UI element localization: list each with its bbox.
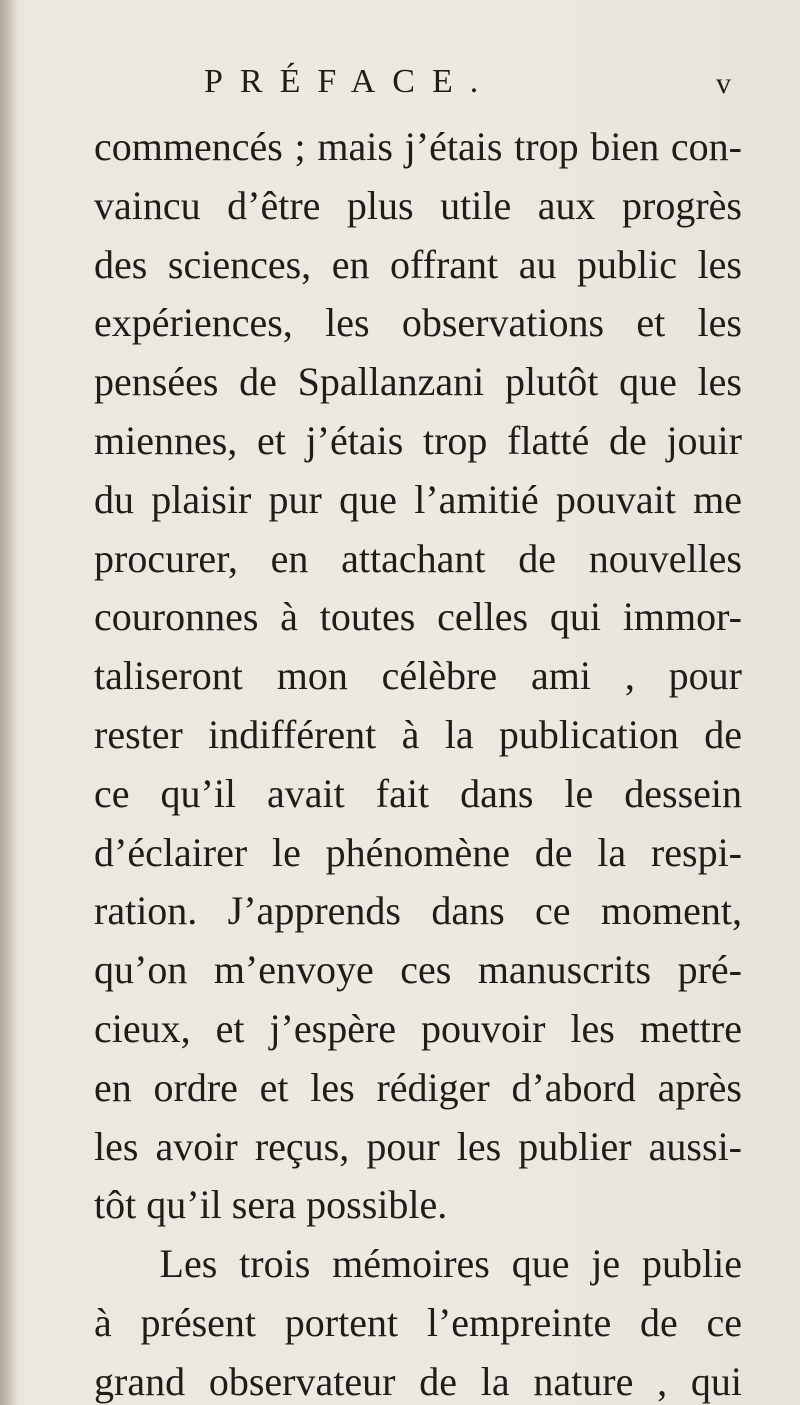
text-line: Les trois mémoires que je publie	[94, 1241, 742, 1287]
text-line: ration. J’apprends dans ce moment,	[94, 888, 742, 934]
text-line: en ordre et les rédiger d’abord après	[94, 1064, 742, 1110]
text-line: qu’on m’envoye ces manuscrits pré-	[94, 947, 742, 993]
text-line: pensées de Spallanzani plutôt que les	[94, 359, 742, 405]
text-line: expériences, les observations et les	[94, 300, 742, 346]
text-line: cieux, et j’espère pouvoir les mettre	[94, 1005, 742, 1051]
text-line: des sciences, en offrant au public les	[94, 241, 742, 287]
text-line: tôt qu’il sera possible.	[94, 1182, 448, 1228]
text-line: du plaisir pur que l’amitié pouvait me	[94, 476, 742, 522]
text-line: commencés ; mais j’étais trop bien con-	[94, 124, 742, 169]
page-number: v	[716, 67, 731, 100]
running-head	[0, 62, 800, 102]
text-line: rester indifférent à la publication de	[94, 711, 742, 757]
text-line: grand observateur de la nature , qui	[94, 1358, 742, 1404]
body-text	[94, 118, 742, 1405]
text-line: d’éclairer le phénomène de la respi-	[94, 829, 742, 875]
text-line: taliseront mon célèbre ami , pour	[94, 653, 742, 699]
text-line: procurer, en attachant de nouvelles	[94, 535, 742, 581]
text-line: ce qu’il avait fait dans le dessein	[94, 770, 742, 816]
text-line: vaincu d’être plus utile aux progrès	[94, 182, 742, 228]
page-edge-shadow	[0, 0, 18, 1405]
text-line: les avoir reçus, pour les publier aussi-	[94, 1123, 742, 1169]
text-line: couronnes à toutes celles qui immor-	[94, 594, 742, 640]
text-line: miennes, et j’étais trop flatté de jouir	[94, 417, 742, 463]
running-title: PRÉFACE.	[204, 63, 496, 100]
text-line: à présent portent l’empreinte de ce	[94, 1299, 742, 1345]
